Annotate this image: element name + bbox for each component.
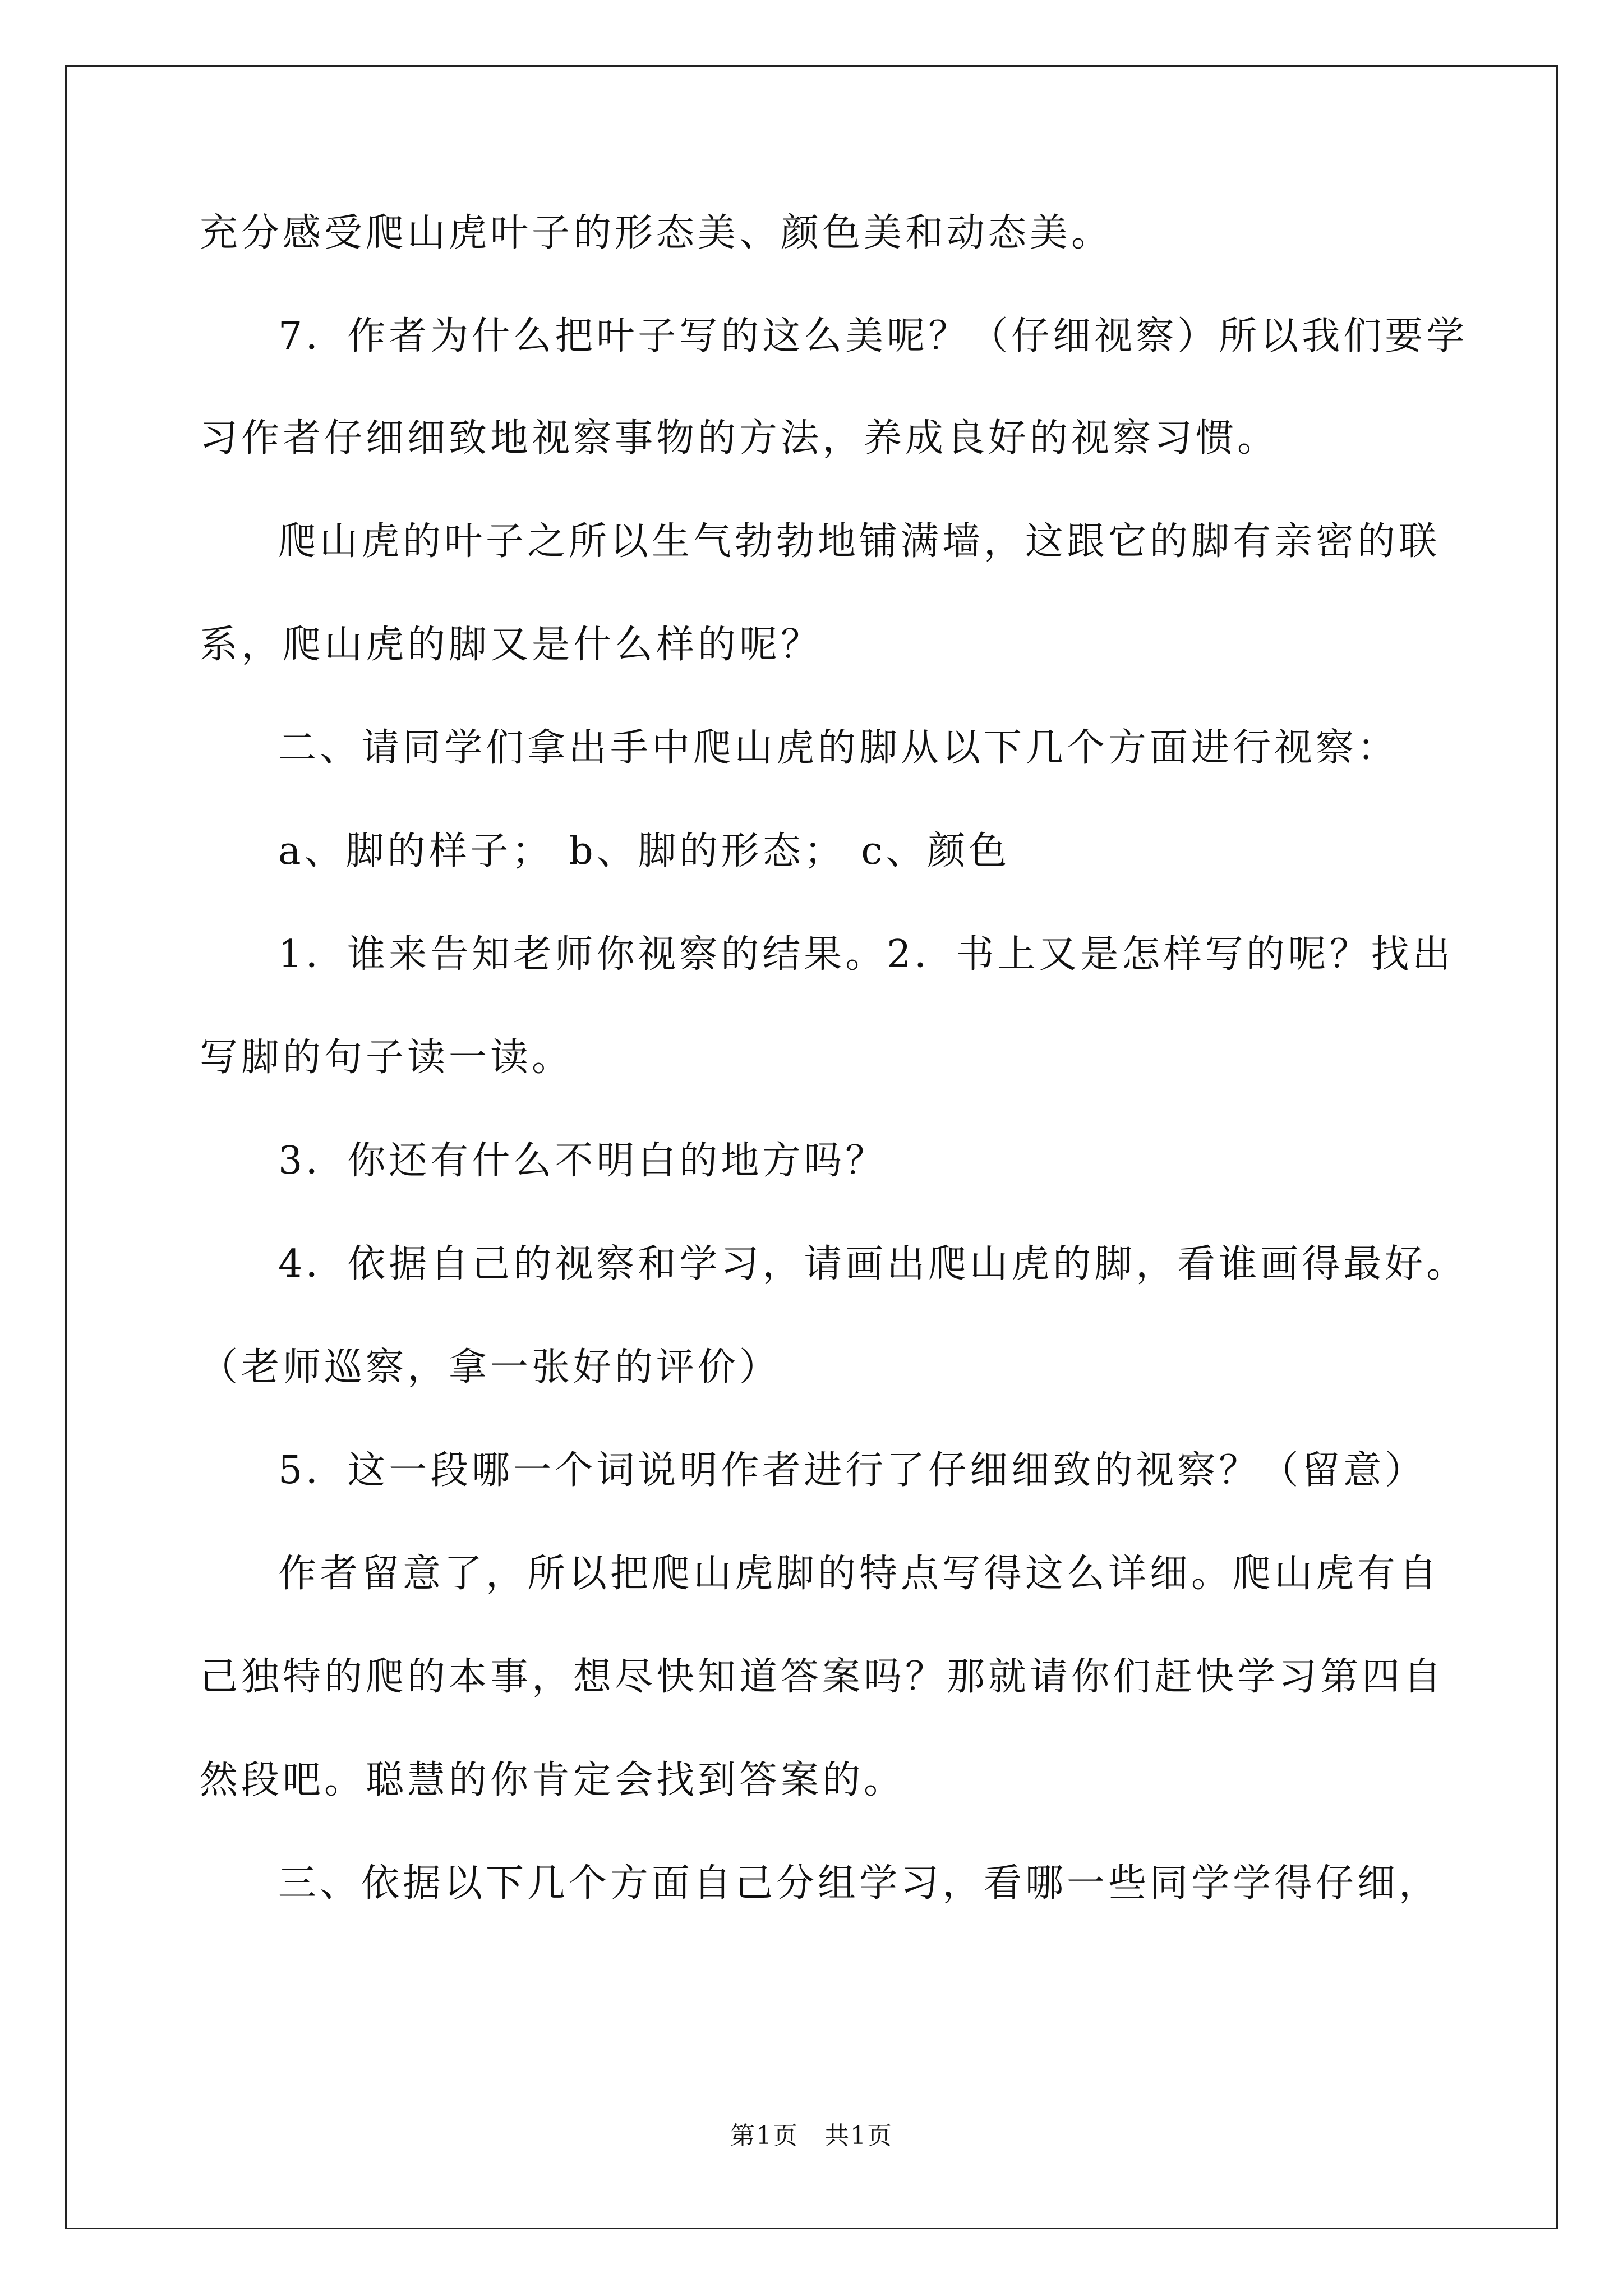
paragraph-line-10: 3．你还有什么不明白的地方吗？ bbox=[278, 1139, 887, 1183]
paragraph-line-15: 己独特的爬的本事，想尽快知道答案吗？那就请你们赶快学习第四自 bbox=[200, 1655, 1445, 1699]
paragraph-line-3: 习作者仔细细致地视察事物的方法，养成良好的视察习惯。 bbox=[200, 416, 1279, 461]
paragraph-line-13: 5．这一段哪一个词说明作者进行了仔细细致的视察？（留意） bbox=[278, 1448, 1427, 1493]
paragraph-line-6: 二、请同学们拿出手中爬山虎的脚从以下几个方面进行视察： bbox=[278, 726, 1399, 770]
paragraph-line-12: （老师巡察，拿一张好的评价） bbox=[200, 1345, 781, 1389]
paragraph-line-14: 作者留意了，所以把爬山虎脚的特点写得这么详细。爬山虎有自 bbox=[278, 1552, 1441, 1596]
paragraph-line-8: 1．谁来告知老师你视察的结果。2．书上又是怎样写的呢？找出 bbox=[278, 932, 1454, 977]
paragraph-line-17: 三、依据以下几个方面自己分组学习，看哪一些同学学得仔细， bbox=[278, 1861, 1441, 1906]
paragraph-line-4: 爬山虎的叶子之所以生气勃勃地铺满墙，这跟它的脚有亲密的联 bbox=[278, 519, 1441, 564]
paragraph-line-5: 系，爬山虎的脚又是什么样的呢？ bbox=[200, 623, 823, 667]
paragraph-line-2: 7．作者为什么把叶子写的这么美呢？（仔细视察）所以我们要学 bbox=[278, 314, 1468, 358]
page-number: 第1页 bbox=[730, 2122, 799, 2150]
paragraph-line-7: a、脚的样子； b、脚的形态； c、颜色 bbox=[278, 829, 1011, 873]
page-total: 共1页 bbox=[824, 2122, 893, 2150]
page-footer bbox=[0, 2119, 1623, 2153]
paragraph-line-1: 充分感受爬山虎叶子的形态美、颜色美和动态美。 bbox=[200, 211, 1113, 255]
paragraph-line-11: 4．依据自己的视察和学习，请画出爬山虎的脚，看谁画得最好。 bbox=[278, 1242, 1468, 1286]
paragraph-line-9: 写脚的句子读一读。 bbox=[200, 1036, 574, 1080]
paragraph-line-16: 然段吧。聪慧的你肯定会找到答案的。 bbox=[200, 1758, 906, 1802]
